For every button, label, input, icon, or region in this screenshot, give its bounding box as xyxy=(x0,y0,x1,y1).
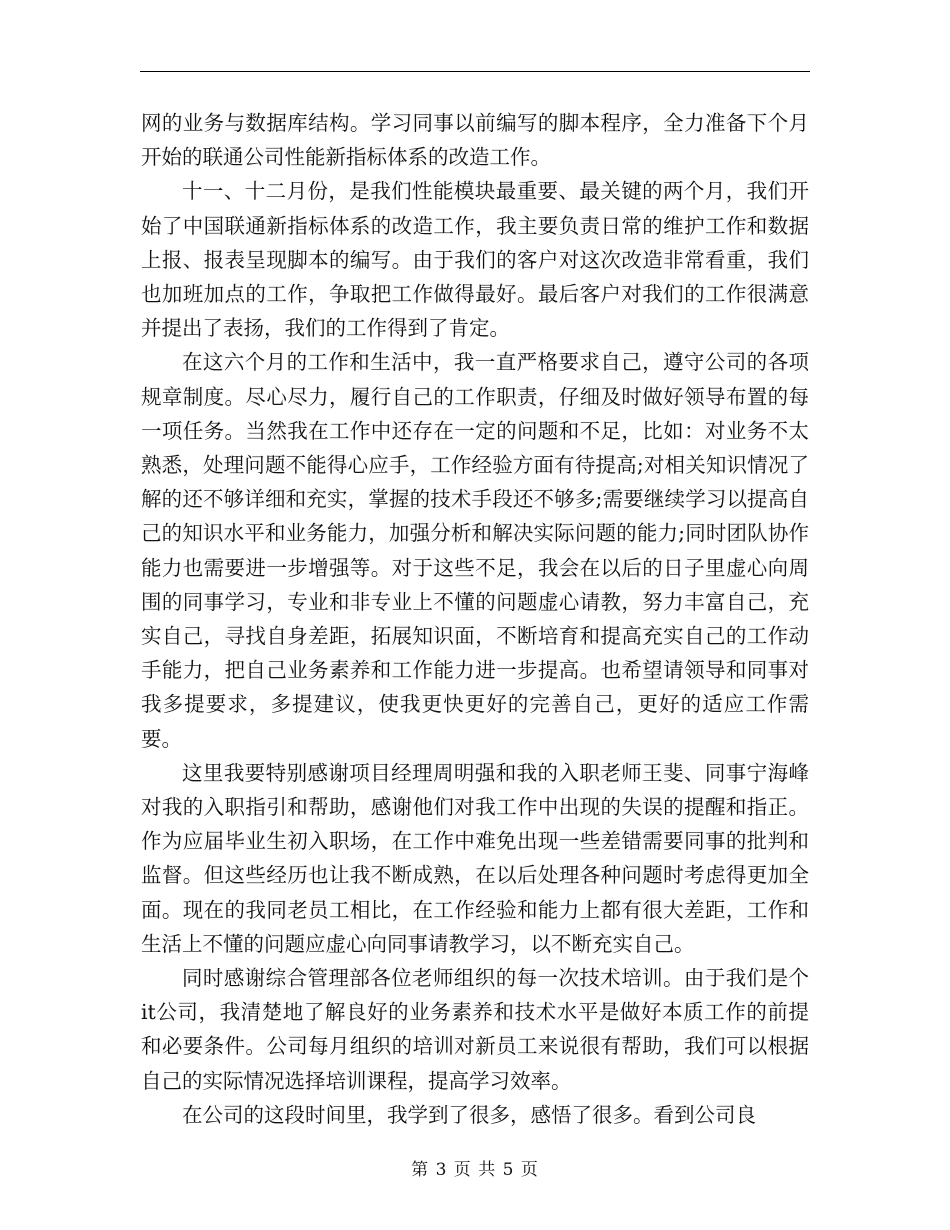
paragraph: 同时感谢综合管理部各位老师组织的每一次技术培训。由于我们是个it公司，我清楚地了解良好的业务素养和技术水平是做好本质工作的前提和必要条件。公司每月组织的培训对新员工来说很有帮助，我们可以根据自己的实际情况选择培训课程，提高学习效率。 xyxy=(141,966,809,1093)
document-body xyxy=(141,106,809,1132)
paragraph: 这里我要特别感谢项目经理周明强和我的入职老师王斐、同事宁海峰对我的入职指引和帮助，感谢他们对我工作中出现的失误的提醒和指正。作为应届毕业生初入职场，在工作中难免出现一些差错需要同事的批判和监督。但这些经历也让我不断成熟，在以后处理各种问题时考虑得更加全面。现在的我同老员工相比，在工作经验和能力上都有很大差距，工作和生活上不懂的问题应虚心向同事请教学习，以不断充实自己。 xyxy=(141,760,809,956)
header-rule xyxy=(140,71,810,72)
paragraph: 十一、十二月份，是我们性能模块最重要、最关键的两个月，我们开始了中国联通新指标体系的改造工作，我主要负责日常的维护工作和数据上报、报表呈现脚本的编写。由于我们的客户对这次改造非常看重，我们也加班加点的工作，争取把工作做得最好。最后客户对我们的工作很满意并提出了表扬，我们的工作得到了肯定。 xyxy=(141,179,809,341)
paragraph: 网的业务与数据库结构。学习同事以前编写的脚本程序，全力准备下个月开始的联通公司性能新指标体系的改造工作。 xyxy=(141,111,809,170)
page-number-footer: 第 3 页 共 5 页 xyxy=(411,1160,539,1180)
paragraph: 在这六个月的工作和生活中，我一直严格要求自己，遵守公司的各项规章制度。尽心尽力，履行自己的工作职责，仔细及时做好领导布置的每一项任务。当然我在工作中还存在一定的问题和不足，比如：对业务不太熟悉，处理问题不能得心应手，工作经验方面有待提高;对相关知识情况了解的还不够详细和充实，掌握的技术手段还不够多;需要继续学习以提高自己的知识水平和业务能力，加强分析和解决实际问题的能力;同时团队协作能力也需要进一步增强等。对于这些不足，我会在以后的日子里虚心向周围的同事学习，专业和非专业上不懂的问题虚心请教，努力丰富自己，充实自己，寻找自身差距，拓展知识面，不断培育和提高充实自己的工作动手能力，把自己业务素养和工作能力进一步提高。也希望请领导和同事对我多提要求，多提建议，使我更快更好的完善自己，更好的适应工作需要。 xyxy=(141,350,809,751)
paragraph: 在公司的这段时间里，我学到了很多，感悟了很多。看到公司良 xyxy=(182,1102,756,1127)
